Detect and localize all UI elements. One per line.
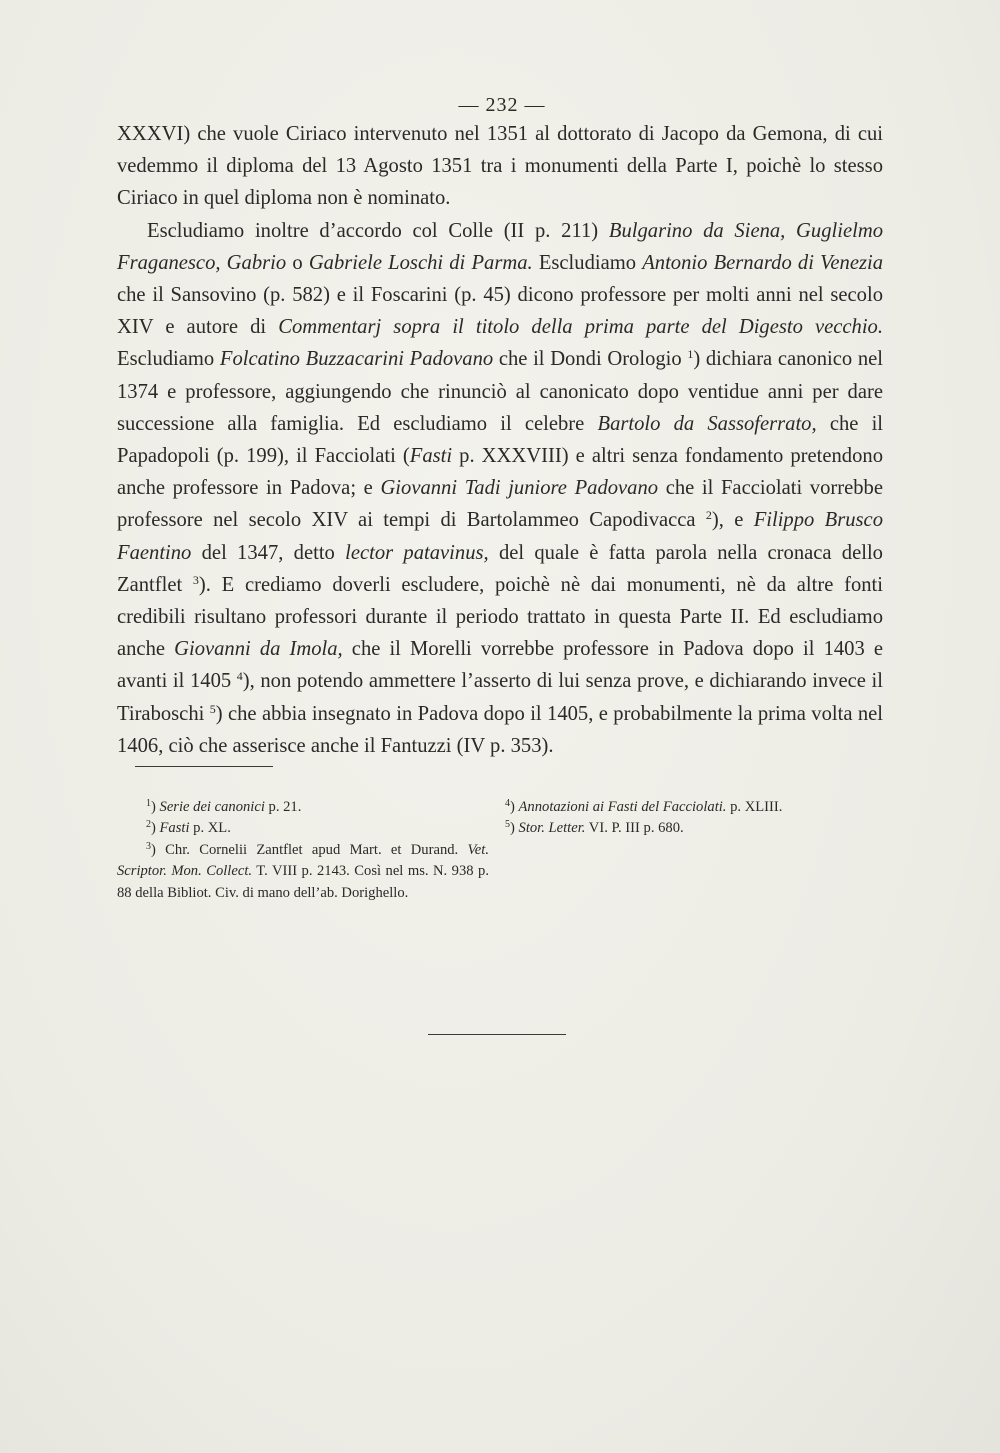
footnote-ref: 5 xyxy=(505,819,510,831)
footnote xyxy=(505,818,897,839)
text-run: ) dichiara canonico nel 1374 e professore, aggiungendo che rinunciò al canonicato dopo ventidue anni per dare successione alla famiglia. Ed escludiamo il celebre xyxy=(117,348,884,435)
paragraph-1 xyxy=(117,118,883,215)
italic-text: Giovanni da Imola, xyxy=(174,638,343,661)
footnotes-right-column xyxy=(505,797,897,904)
text-run: del 1347, detto xyxy=(191,541,346,564)
text-run: che il Morelli vorrebbe professore in Padova dopo il 1403 e avanti il 1405 xyxy=(117,638,883,693)
footnote-ref: 3 xyxy=(146,840,151,852)
text-run: p. 21. xyxy=(264,799,302,815)
text-run: ), e xyxy=(711,509,754,532)
text-run: ) xyxy=(151,799,160,815)
italic-text: Serie dei canonici xyxy=(159,799,265,815)
italic-text: Gabriele Loschi di Parma. xyxy=(308,251,533,274)
footnote xyxy=(117,840,489,904)
text-run: p. XL. xyxy=(189,820,231,837)
italic-text: Antonio Bernardo di Venezia xyxy=(642,251,883,274)
footnote-ref: 2 xyxy=(705,508,712,523)
text-run: del quale è fatta parola nella cronaca dello Zantflet xyxy=(117,541,883,596)
italic-text: lector patavinus, xyxy=(345,541,489,564)
footnote-ref: 2 xyxy=(146,819,151,831)
text-run: che il Dondi Orologio xyxy=(493,348,688,371)
text-run: che il Facciolati vorrebbe professore nel secolo XIV ai tempi di Bartolammeo Capodivacca xyxy=(117,477,883,532)
text-run: XXXVI) che vuole Ciriaco intervenuto nel 1351 al dottorato di Jacopo da Gemona, di cui vedemmo il diploma del 13 Agosto 1351 tra i monumenti della Parte I, poichè lo stesso Ciriaco in quel diploma non è nominato. xyxy=(117,123,883,210)
text-run: ) xyxy=(151,820,160,837)
italic-text: Annotazioni ai Fasti del Facciolati. xyxy=(518,799,727,815)
italic-text: Stor. Letter. xyxy=(518,820,586,837)
footnote-separator-rule xyxy=(135,766,273,767)
text-run: ) Chr. Cornelii Zantflet apud Mart. et Durand. xyxy=(151,841,468,858)
italic-text: Commentarj sopra il titolo della prima parte del Digesto vecchio. xyxy=(278,316,884,339)
italic-text: Bartolo da Sassoferrato, xyxy=(597,412,817,435)
footnote-ref: 3 xyxy=(192,572,199,587)
text-run: ) xyxy=(510,799,519,815)
text-run: VI. P. III p. 680. xyxy=(585,820,684,837)
italic-text: Giovanni Tadi juniore Padovano xyxy=(380,477,659,500)
italic-text: Vet. Scriptor. Mon. Collect. xyxy=(117,841,489,880)
footnotes-left-column xyxy=(117,797,489,904)
text-run: ), non potendo ammettere l’asserto di lui senza prove, e dichiarando invece il Tiraboschi xyxy=(117,670,883,725)
footnotes xyxy=(117,797,897,904)
text-run: Escludiamo xyxy=(532,251,643,274)
italic-text: Fasti xyxy=(409,445,453,468)
end-rule xyxy=(428,1034,566,1035)
text-run: ) che abbia insegnato in Padova dopo il 1405, e probabilmente la prima volta nel 1406, ciò che asserisce anche il Fantuzzi (IV p. 353). xyxy=(117,702,883,757)
footnote-ref: 5 xyxy=(209,701,216,716)
italic-text: Fasti xyxy=(159,820,190,837)
text-run: che il Papadopoli (p. 199), il Facciolati ( xyxy=(117,412,884,468)
footnote-ref: 4 xyxy=(505,798,510,809)
footnote xyxy=(117,797,489,818)
paragraph-2 xyxy=(117,215,883,762)
footnote xyxy=(117,818,489,839)
text-run: p. XXXVIII) e altri senza fondamento pretendono anche professore in Padova; e xyxy=(117,445,883,500)
text-run: Escludiamo xyxy=(117,348,220,371)
italic-text: Filippo Brusco Faentino xyxy=(117,509,883,564)
text-run: ). E crediamo doverli escludere, poichè nè dai monumenti, nè da altre fonti credibili risultano professori durante il periodo trattato in questa Parte II. Ed escludiamo anche xyxy=(117,573,883,661)
text-run: che il Sansovino (p. 582) e il Foscarini (p. 45) dicono professore per molti anni nel secolo XIV e autore di xyxy=(117,284,883,339)
text-run: p. XLIII. xyxy=(726,799,783,815)
italic-text: Bulgarino da Siena, Guglielmo Fraganesco, Gabrio xyxy=(117,219,883,274)
page-number: — 232 — xyxy=(458,94,546,116)
footnote-ref: 4 xyxy=(236,669,243,684)
text-run: T. VIII p. 2143. Così nel ms. N. 938 p. 88 della Bibliot. Civ. di mano dell’ab. Dorighello. xyxy=(117,863,489,901)
text-run: ) xyxy=(510,820,519,837)
italic-text: Folcatino Buzzacarini Padovano xyxy=(219,348,494,371)
footnote-ref: 1 xyxy=(146,798,151,809)
body-text xyxy=(117,118,883,762)
footnote xyxy=(505,797,897,818)
text-run: Escludiamo inoltre d’accordo col Colle (II p. 211) xyxy=(147,219,609,242)
footnote-ref: 1 xyxy=(687,347,694,362)
text-run: o xyxy=(286,251,309,274)
